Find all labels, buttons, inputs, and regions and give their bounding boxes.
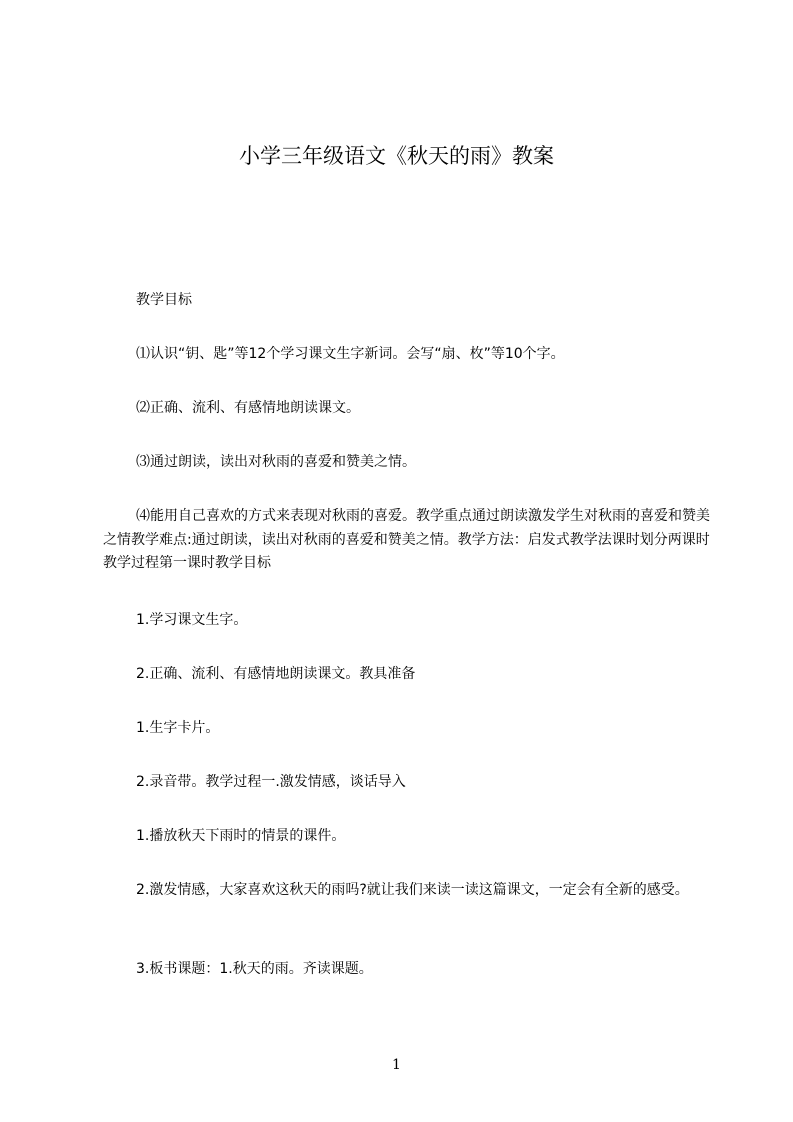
paragraph-item-read-aloud: 2.正确、流利、有感情地朗读课文。教具准备	[136, 666, 416, 682]
paragraph-item-write-title: 3.板书课题：1.秋天的雨。齐读课题。	[136, 961, 373, 977]
paragraph-goal-3: ⑶通过朗读，读出对秋雨的喜爱和赞美之情。	[136, 454, 416, 470]
page-number: 1	[392, 1057, 401, 1073]
paragraph-item-stimulate-emotion: 2.激发情感，大家喜欢这秋天的雨吗?就让我们来读一读这篇课文，一定会有全新的感受。	[136, 882, 689, 898]
paragraph-item-play-courseware: 1.播放秋天下雨时的情景的课件。	[136, 828, 346, 844]
paragraph-item-tape: 2.录音带。教学过程一.激发情感，谈话导入	[136, 774, 406, 790]
paragraph-item-flashcards: 1.生字卡片。	[136, 720, 220, 736]
paragraph-goal-4: ⑷能用自己喜欢的方式来表现对秋雨的喜爱。教学重点通过朗读激发学生对秋雨的喜爱和赞美之情教学难点:通过朗读，读出对秋雨的喜爱和赞美之情。教学方法：启发式教学法课时划分两课时教学过程第一课时教学目标	[103, 508, 710, 571]
paragraph-teaching-goals-heading: 教学目标	[136, 292, 192, 308]
document-title: 小学三年级语文《秋天的雨》教案	[239, 144, 554, 168]
paragraph-item-learn-characters: 1.学习课文生字。	[136, 612, 248, 628]
paragraph-goal-2: ⑵正确、流利、有感情地朗读课文。	[136, 400, 360, 416]
paragraph-goal-1: ⑴认识“钥、匙”等12个学习课文生字新词。会写“扇、枚”等10个字。	[136, 346, 565, 362]
